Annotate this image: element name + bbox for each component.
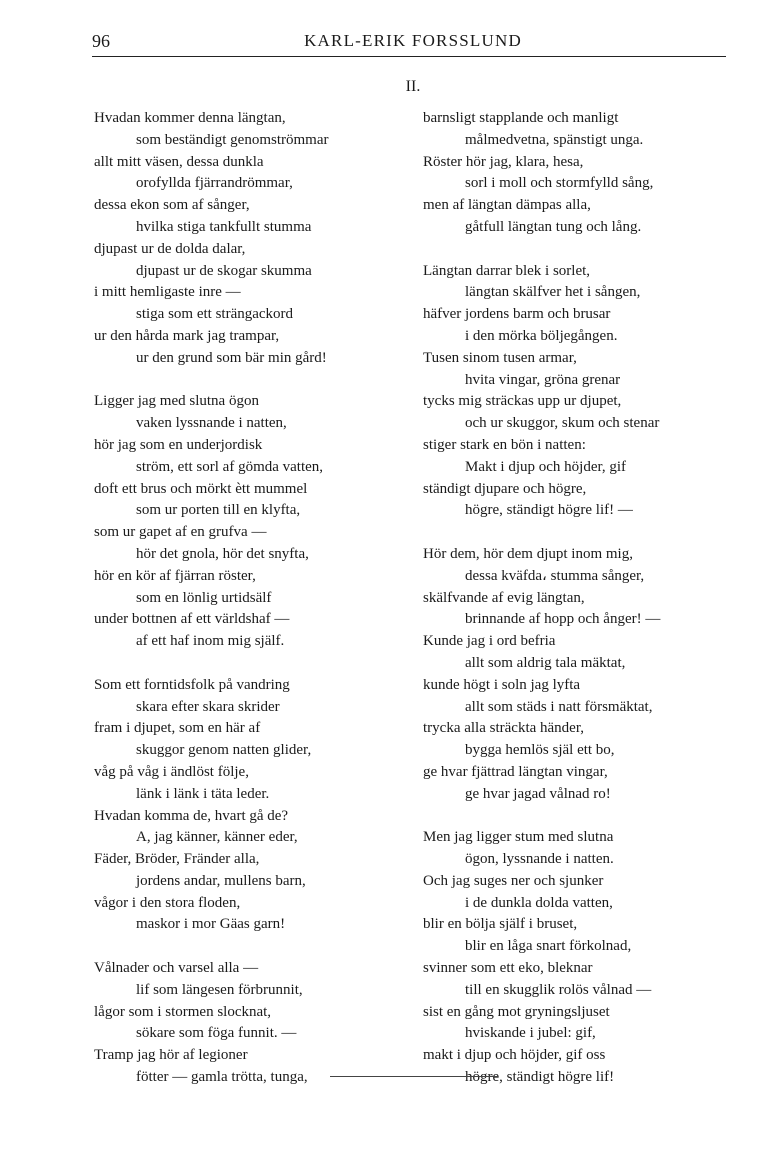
stanza	[423, 827, 660, 1089]
verse-line: som ur gapet af en grufva —	[94, 524, 267, 541]
verse-line: dessa kväfda، stumma sånger,	[465, 567, 645, 584]
verse-line: som en lönlig urtidsälf	[136, 589, 272, 606]
verse-line: hvita vingar, gröna grenar	[465, 371, 621, 388]
footer-rule	[330, 1076, 498, 1077]
verse-line: Som ett forntidsfolk på vandring	[94, 676, 290, 693]
verse-line: i mitt hemligaste inre —	[94, 284, 241, 301]
verse-line: våg på våg i ändlöst följe,	[94, 763, 249, 780]
verse-line: i den mörka böljegången.	[465, 327, 618, 344]
verse-line: af ett haf inom mig själf.	[136, 633, 285, 650]
verse-line: sökare som föga funnit. —	[136, 1025, 297, 1042]
verse-line: högre, ständigt högre lif! —	[465, 502, 633, 519]
verse-line: stiger stark en bön i natten:	[423, 436, 586, 453]
verse-line: Röster hör jag, klara, hesa,	[423, 153, 584, 170]
verse-line: skara efter skara skrider	[136, 698, 280, 715]
verse-line: hör en kör af fjärran röster,	[94, 567, 256, 584]
verse-line: fötter — gamla trötta, tunga,	[136, 1069, 308, 1086]
verse-line: Tramp jag hör af legioner	[94, 1047, 248, 1064]
verse-line: makt i djup och höjder, gif oss	[423, 1047, 606, 1064]
verse-line: allt mitt väsen, dessa dunkla	[94, 153, 264, 170]
verse-line: Hvadan komma de, hvart gå de?	[94, 807, 289, 824]
verse-line: dessa ekon som af sånger,	[94, 197, 250, 214]
verse-line: Hör dem, hör dem djupt inom mig,	[423, 545, 633, 562]
verse-line: maskor i mor Gäas garn!	[136, 916, 286, 933]
verse-line: blir en låga snart förkolnad,	[465, 938, 632, 955]
verse-line: djupast ur de dolda dalar,	[94, 240, 246, 257]
verse-line: högre, ständigt högre lif!	[465, 1069, 615, 1086]
verse-line: djupast ur de skogar skumma	[136, 262, 312, 279]
verse-line: fram i djupet, som en här af	[94, 720, 261, 737]
verse-line: ur den hårda mark jag trampar,	[94, 327, 280, 344]
verse-line: Vålnader och varsel alla —	[94, 960, 259, 977]
verse-line: men af längtan dämpas alla,	[423, 197, 591, 214]
verse-line: ur den grund som bär min gård!	[136, 349, 327, 366]
verse-line: allt som aldrig tala mäktat,	[465, 654, 626, 671]
verse-line: stiga som ett strängackord	[136, 306, 294, 323]
stanza	[94, 108, 328, 370]
verse-line: barnsligt stapplande och manligt	[423, 110, 619, 126]
running-head: KARL-ERIK FORSSLUND	[304, 31, 522, 50]
verse-line: orofyllda fjärrandrömmar,	[136, 175, 293, 192]
verse-line: jordens andar, mullens barn,	[136, 872, 306, 889]
verse-line: blir en bölja själf i bruset,	[423, 916, 578, 933]
verse-line: hviskande i jubel: gif,	[465, 1025, 596, 1042]
poem-column-left	[94, 108, 328, 1111]
verse-line: A, jag känner, känner eder,	[136, 829, 298, 846]
section-heading: II.	[405, 78, 421, 95]
verse-line: hvilka stiga tankfullt stumma	[136, 218, 312, 235]
verse-line: Och jag suges ner och sjunker	[423, 872, 604, 889]
stanza	[423, 261, 660, 523]
verse-line: ge hvar jagad vålnad ro!	[465, 785, 611, 802]
page-number: 96	[92, 31, 110, 51]
verse-line: ge hvar fjättrad längtan vingar,	[423, 763, 608, 780]
verse-line: gåtfull längtan tung och lång.	[465, 218, 642, 235]
verse-line: Fäder, Bröder, Fränder alla,	[94, 851, 260, 868]
verse-line: lif som längesen förbrunnit,	[136, 981, 303, 998]
verse-line: målmedvetna, spänstigt unga.	[465, 131, 644, 148]
verse-line: Tusen sinom tusen armar,	[423, 349, 577, 366]
verse-line: svinner som ett eko, bleknar	[423, 960, 593, 977]
verse-line: hör det gnola, hör det snyfta,	[136, 545, 309, 562]
stanza	[94, 958, 328, 1089]
verse-line: till en skugglik rolös vålnad —	[465, 981, 652, 998]
verse-line: skuggor genom natten glider,	[136, 742, 312, 759]
verse-line: som beständigt genomströmmar	[136, 131, 329, 148]
verse-line: Ligger jag med slutna ögon	[94, 393, 259, 410]
verse-line: under bottnen af ett världshaf —	[94, 611, 290, 628]
stanza	[423, 108, 660, 239]
verse-line: ständigt djupare och högre,	[423, 480, 587, 497]
verse-line: och ur skuggor, skum och stenar	[465, 415, 660, 432]
poem-column-right	[423, 108, 660, 1111]
stanza	[94, 391, 328, 653]
verse-line: kunde högt i soln jag lyfta	[423, 676, 581, 693]
verse-line: allt som städs i natt försmäktat,	[465, 698, 653, 715]
verse-line: vågor i den stora floden,	[94, 894, 241, 911]
verse-line: sist en gång mot gryningsljuset	[423, 1003, 610, 1020]
verse-line: vaken lyssnande i natten,	[136, 415, 287, 432]
verse-line: trycka alla sträckta händer,	[423, 720, 584, 737]
verse-line: doft ett brus och mörkt ètt mummel	[94, 480, 308, 497]
verse-line: Hvadan kommer denna längtan,	[94, 110, 286, 126]
stanza	[423, 544, 660, 806]
verse-line: länk i länk i täta leder.	[136, 785, 270, 802]
verse-line: längtan skälfver het i sången,	[465, 284, 641, 301]
verse-line: ström, ett sorl af gömda vatten,	[136, 458, 324, 475]
verse-line: bygga hemlös själ ett bo,	[465, 742, 615, 759]
verse-line: brinnande af hopp och ånger! —	[465, 611, 661, 628]
verse-line: som ur porten till en klyfta,	[136, 502, 301, 519]
verse-line: Kunde jag i ord befria	[423, 633, 556, 650]
verse-line: Men jag ligger stum med slutna	[423, 829, 614, 846]
verse-line: häfver jordens barm och brusar	[423, 306, 611, 323]
stanza	[94, 675, 328, 937]
verse-line: Längtan darrar blek i sorlet,	[423, 262, 591, 279]
header-rule	[92, 56, 726, 57]
verse-line: Makt i djup och höjder, gif	[465, 458, 627, 475]
verse-line: lågor som i stormen slocknat,	[94, 1003, 272, 1020]
verse-line: tycks mig sträckas upp ur djupet,	[423, 393, 622, 410]
verse-line: sorl i moll och stormfylld sång,	[465, 175, 654, 192]
verse-line: i de dunkla dolda vatten,	[465, 894, 613, 911]
verse-line: hör jag som en underjordisk	[94, 436, 263, 453]
verse-line: skälfvande af evig längtan,	[423, 589, 585, 606]
verse-line: ögon, lyssnande i natten.	[465, 851, 614, 868]
